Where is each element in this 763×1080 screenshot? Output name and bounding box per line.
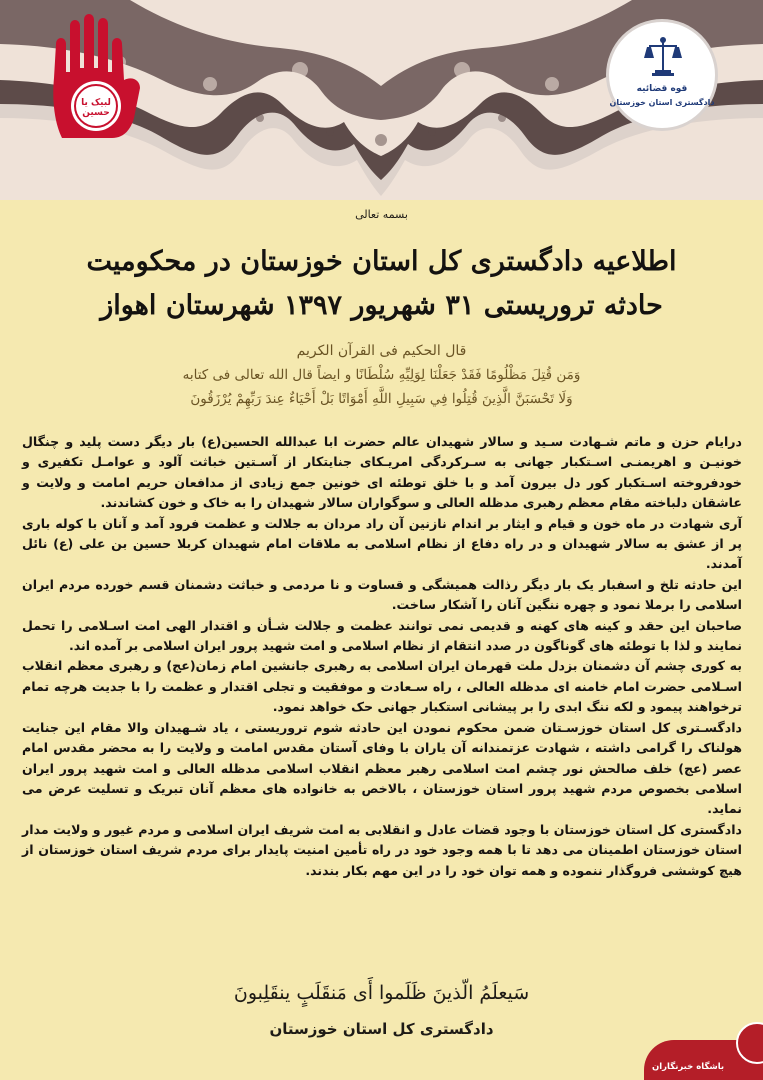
paragraph: درایام حزن و ماتم شـهادت سـید و سالار شهیدان عالم حضرت ابا عبدالله الحسین(ع) بار دیگر دست پلید و چنگال خونیـن و اهریمنـی اسـتکبار جهانی به سـرکردگی امریـکای جنایتکار از آسـتین خباثت آلود و عوامـل تکفیری و خودفروخته اسـتکبار کور دل بیرون آمد و با خلق توطئه ای خونین جمع زیادی از مدافعان حریم امامت و ولایت و عاشقان دلباخته مقام معظم رهبری مدظله العالی و سوگواران سالار شهیدان را به خاک و خون کشاندند. — [22, 434, 742, 511]
scales-of-justice-icon — [643, 36, 683, 78]
hand-emblem-icon — [48, 14, 146, 142]
ornamental-header — [0, 0, 763, 200]
title-line-2: حادثه تروریستی ۳۱ شهریور ۱۳۹۷ شهرستان اهواز — [100, 290, 663, 321]
statement-body — [0, 200, 763, 1080]
judiciary-logo — [609, 22, 715, 128]
paragraph: این حادثه تلخ و اسفبار یک بار دیگر رذالت همیشگی و قساوت و نا مردمی و خباثت دشمنان قسم خورده مردم ایران اسلامی را برملا نمود و چهره ننگین آنان را آشکار ساخت. — [22, 576, 742, 613]
page-title — [40, 240, 723, 328]
closing-verse: سَيعلَمُ الّذينَ ظَلَموا أَى مَنقَلَبٍ ينقَلِبونَ — [233, 982, 530, 1004]
paragraph: آری شهادت در ماه خون و قیام و ایثار بر اندام نازنین آن راد مردان به جلالت و عظمت فرود آمد و آنان با کوله باری پر از عشق به سالار شهیدان و در راه دفاع از نظام اسلامی به ملاقات امام شهیدان کربلا حسین بن علی (ع) نائل آمدند. — [22, 515, 742, 572]
title-line-1: اطلاعیه دادگستری کل استان خوزستان در محکومیت — [86, 246, 677, 277]
paragraph: صاحبان این حقد و کینه های کهنه و قدیمی نمی توانند عظمت و جلالت شـأن و اقتدار الهی امت اسـلامی را تحمل نمایند و لذا با توطئه های گوناگون در صدد انتقام از نظام اسلامی و امت شهید پرور ایران اسلامی بر آمده اند. — [22, 617, 742, 654]
watermark — [644, 1040, 763, 1080]
statement-text — [22, 432, 742, 881]
signature: دادگستری کل استان خوزستان — [269, 1020, 494, 1038]
quran-quote — [40, 340, 723, 411]
quran-intro: قال الحکیم فی القرآن الکریم — [296, 343, 467, 359]
bismillah: بسمه تعالی — [355, 208, 408, 221]
quran-verse-1: وَمَن قُتِلَ مَظْلُومًا فَقَدْ جَعَلْنَا لِوَلِيِّهِ سُلْطَانًا و ایضاً قال الله تعالی فی کتابه — [182, 367, 581, 383]
quran-verse-2: وَلَا تَحْسَبَنَّ الَّذِينَ قُتِلُوا فِي سَبِيلِ اللَّهِ أَمْوَاتًا بَلْ أَحْيَاءٌ عِندَ رَبِّهِمْ يُرْزَقُونَ — [190, 391, 573, 407]
paragraph: دادگسـتری کل استان خوزسـتان ضمن محکوم نمودن این حادثه شوم تروریستی ، یاد شـهیدان والا مقام این جنایت هولناک را گرامی داشته ، شهادت عزتمندانه آن یاران با وفای آستان مقدس امامت و ولایت را به محضر مقدس امام عصر (عج) خلف صالحش نور چشم امت اسلامی رهبر معظم انقلاب اسلامی مدظله العالی و امت شهید پرور ایران اسلامی بخصوص مردم شهید پرور استان خوزستان ، بالاخص به خانواده های معظم آنان تبریک و تسلیت عرض می نماید. — [22, 719, 742, 817]
paragraph: به کوری چشم آن دشمنان بزدل ملت قهرمان ایران اسلامی به رهبری جانشین امام زمان(عج) و رهبری معظم انقلاب اسـلامی حضرت امام خامنه ای مدظله العالی ، راه سـعادت و موفقیت و تجلی اقتدار و عظمت را با جدیت هرچه تمام ترخواهند پیمود و لکه ننگ ابدی را بر پیشانی استکبار جهانی حک خواهد نمود. — [22, 658, 742, 715]
judiciary-logo-line1: قوه قضائیه — [636, 84, 688, 94]
paragraph: دادگستری کل استان خوزستان با وجود قضات عادل و انقلابی به امت شریف ایران اسلامی و مردم غیور و ولایت مدار استان خوزستان اطمینان می دهد تا با همه وجود خود در راه تأمین امنیت پایدار برای مردم شریف استان خوزستان از هیچ کوششی فروگذار ننموده و همه توان خود را در این مهم بکار بندند. — [22, 821, 742, 878]
watermark-text: باشگاه خبرنگاران — [652, 1062, 725, 1072]
judiciary-logo-line2: دادگستری استان خوزستان — [609, 98, 715, 107]
hand-emblem-text: لبیک یا حسین — [81, 98, 111, 118]
